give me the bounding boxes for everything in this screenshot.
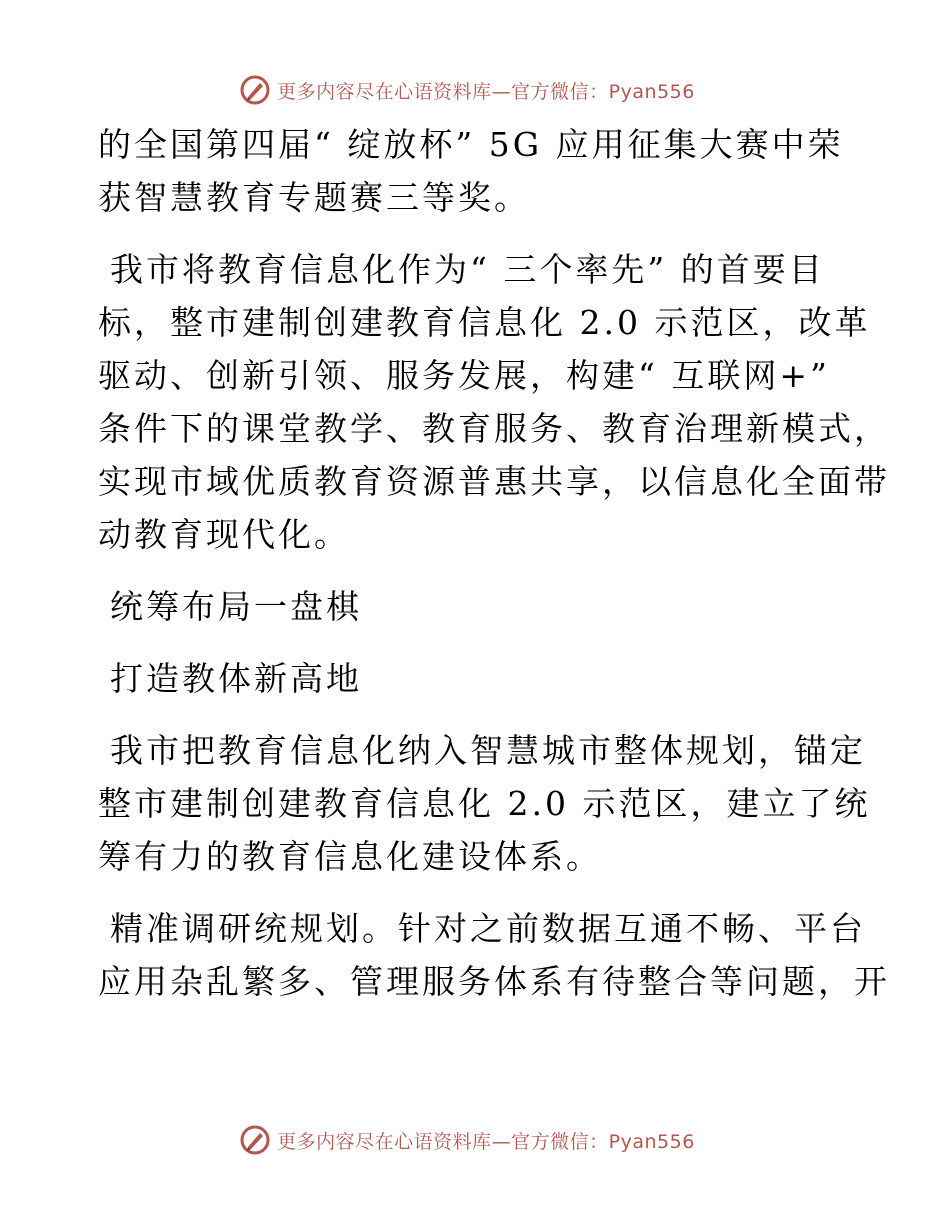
watermark-text: 更多内容尽在心语资料库—官方微信：Pyan556 xyxy=(277,80,695,103)
text-line: 实现市域优质教育资源普惠共享，以信息化全面带 xyxy=(98,462,890,501)
heading-line: 打造教体新高地 xyxy=(110,659,362,698)
paragraph-3 xyxy=(98,724,871,883)
pen-circle-logo-icon xyxy=(239,1124,271,1156)
text-line: 我市把教育信息化纳入智慧城市整体规划，锚定 xyxy=(110,731,866,770)
paragraph-1 xyxy=(98,118,858,224)
text-line: 我市将教育信息化作为“ 三个率先” 的首要目 xyxy=(110,250,825,289)
text-line: 整市建制创建教育信息化 2.0 示范区，建立了统 xyxy=(98,784,871,823)
header-watermark xyxy=(0,70,950,110)
section-heading-2 xyxy=(98,652,858,705)
watermark-text: 更多内容尽在心语资料库—官方微信：Pyan556 xyxy=(277,1130,695,1153)
text-line: 获智慧教育专题赛三等奖。 xyxy=(98,178,530,217)
text-line: 动教育现代化。 xyxy=(98,515,350,554)
paragraph-4 xyxy=(98,902,890,1008)
text-line: 条件下的课堂教学、教育服务、教育治理新模式， xyxy=(98,409,890,448)
pen-circle-logo-icon xyxy=(239,74,271,106)
text-line: 精准调研统规划。针对之前数据互通不畅、平台 xyxy=(110,909,866,948)
text-line: 驱动、创新引领、服务发展，构建“ 互联网+” xyxy=(98,356,830,395)
paragraph-2 xyxy=(98,243,890,561)
footer-watermark xyxy=(0,1120,950,1160)
text-line: 筹有力的教育信息化建设体系。 xyxy=(98,837,602,876)
text-line: 应用杂乱繁多、管理服务体系有待整合等问题，开 xyxy=(98,962,890,1001)
document-body xyxy=(98,118,890,1027)
text-line: 标，整市建制创建教育信息化 2.0 示范区，改革 xyxy=(98,303,871,342)
heading-line: 统筹布局一盘棋 xyxy=(110,587,362,626)
text-line: 的全国第四届“ 绽放杯” 5G 应用征集大赛中荣 xyxy=(98,125,844,164)
section-heading-1 xyxy=(98,580,858,633)
